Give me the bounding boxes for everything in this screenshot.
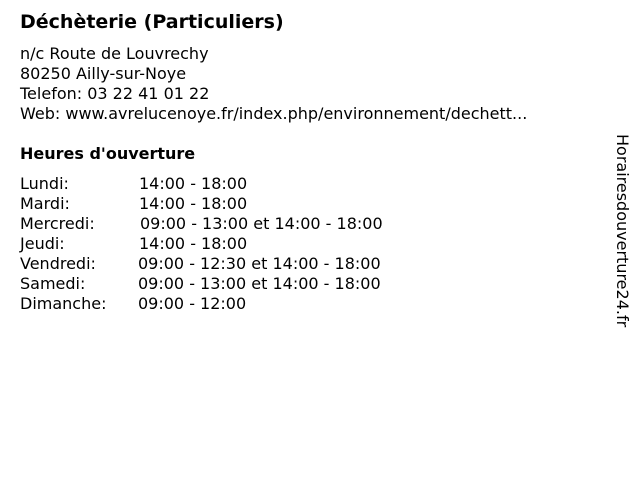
day-label: Vendredi: [20, 254, 96, 273]
hours-heading: Heures d'ouverture [20, 144, 196, 163]
time-range: 09:00 - 12:30 et 14:00 - 18:00 [138, 254, 381, 273]
time-range: 09:00 - 12:00 [138, 294, 247, 313]
time-range: 09:00 - 13:00 et 14:00 - 18:00 [140, 214, 383, 233]
watermark-text: Horairesdouverture24.fr [613, 134, 632, 328]
day-label: Mercredi: [20, 214, 95, 233]
day-label: Mardi: [20, 194, 70, 213]
address-block [20, 44, 527, 124]
time-range: 14:00 - 18:00 [139, 174, 248, 193]
street-address: n/c Route de Louvrechy [20, 44, 209, 63]
day-label: Jeudi: [20, 234, 65, 253]
postal-city: 80250 Ailly-sur-Noye [20, 64, 187, 83]
phone-number: Telefon: 03 22 41 01 22 [20, 84, 210, 103]
time-range: 14:00 - 18:00 [139, 234, 248, 253]
watermark [612, 134, 632, 344]
day-label: Samedi: [20, 274, 86, 293]
time-range: 09:00 - 13:00 et 14:00 - 18:00 [138, 274, 381, 293]
page-title: Déchèterie (Particuliers) [20, 11, 284, 33]
time-range: 14:00 - 18:00 [139, 194, 248, 213]
website-link[interactable]: Web: www.avrelucenoye.fr/index.php/environnement/dechett... [20, 104, 528, 123]
day-label: Lundi: [20, 174, 69, 193]
day-label: Dimanche: [20, 294, 107, 313]
